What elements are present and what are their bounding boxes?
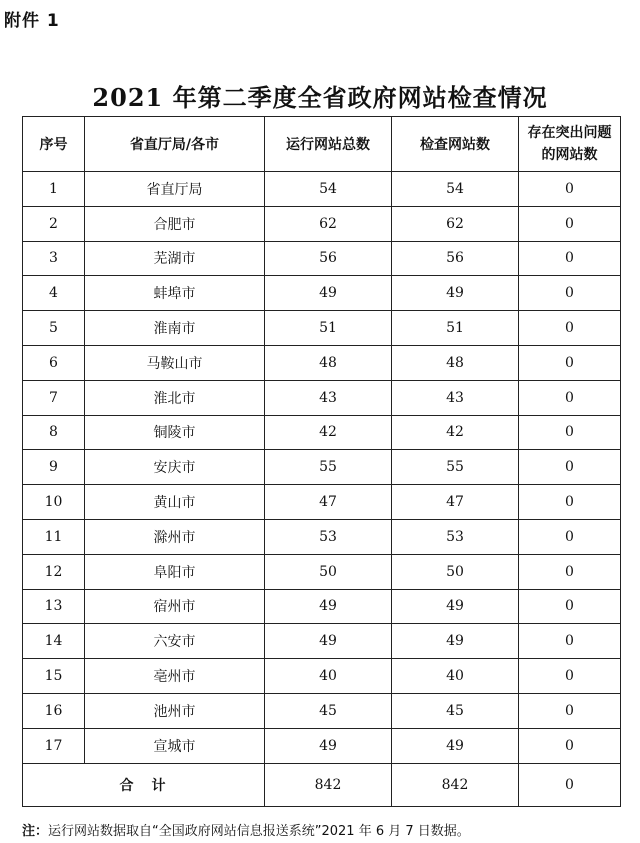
row-problem-sites: 0 bbox=[519, 519, 621, 554]
row-running-sites: 49 bbox=[265, 728, 392, 763]
row-unit: 黄山市 bbox=[85, 485, 265, 520]
row-problem-sites: 0 bbox=[519, 380, 621, 415]
row-problem-sites: 0 bbox=[519, 415, 621, 450]
row-running-sites: 40 bbox=[265, 659, 392, 694]
table-row bbox=[23, 728, 621, 763]
row-checked-sites: 51 bbox=[392, 311, 519, 346]
header-running-sites: 运行网站总数 bbox=[265, 117, 392, 172]
row-problem-sites: 0 bbox=[519, 172, 621, 207]
header-checked-sites: 检查网站数 bbox=[392, 117, 519, 172]
row-unit: 马鞍山市 bbox=[85, 345, 265, 380]
row-running-sites: 45 bbox=[265, 693, 392, 728]
row-checked-sites: 49 bbox=[392, 589, 519, 624]
row-checked-sites: 43 bbox=[392, 380, 519, 415]
row-checked-sites: 48 bbox=[392, 345, 519, 380]
row-running-sites: 53 bbox=[265, 519, 392, 554]
document-title: 2021 年第二季度全省政府网站检查情况 bbox=[92, 83, 548, 112]
row-index: 12 bbox=[23, 554, 85, 589]
row-problem-sites: 0 bbox=[519, 624, 621, 659]
row-index: 3 bbox=[23, 241, 85, 276]
row-running-sites: 42 bbox=[265, 415, 392, 450]
row-checked-sites: 47 bbox=[392, 485, 519, 520]
table-row bbox=[23, 172, 621, 207]
row-running-sites: 55 bbox=[265, 450, 392, 485]
row-problem-sites: 0 bbox=[519, 206, 621, 241]
row-unit: 滁州市 bbox=[85, 519, 265, 554]
row-index: 4 bbox=[23, 276, 85, 311]
row-index: 2 bbox=[23, 206, 85, 241]
row-running-sites: 56 bbox=[265, 241, 392, 276]
row-unit: 淮南市 bbox=[85, 311, 265, 346]
row-index: 5 bbox=[23, 311, 85, 346]
total-row bbox=[23, 763, 621, 806]
row-checked-sites: 40 bbox=[392, 659, 519, 694]
row-index: 10 bbox=[23, 485, 85, 520]
table-row bbox=[23, 241, 621, 276]
row-checked-sites: 49 bbox=[392, 728, 519, 763]
table-header-row bbox=[23, 117, 621, 172]
table-row bbox=[23, 693, 621, 728]
row-running-sites: 51 bbox=[265, 311, 392, 346]
row-checked-sites: 42 bbox=[392, 415, 519, 450]
row-problem-sites: 0 bbox=[519, 589, 621, 624]
row-unit: 合肥市 bbox=[85, 206, 265, 241]
row-index: 9 bbox=[23, 450, 85, 485]
table-row bbox=[23, 345, 621, 380]
row-problem-sites: 0 bbox=[519, 728, 621, 763]
row-checked-sites: 45 bbox=[392, 693, 519, 728]
row-problem-sites: 0 bbox=[519, 693, 621, 728]
table-row bbox=[23, 276, 621, 311]
footnote-prefix: 注： bbox=[22, 824, 49, 839]
table-row bbox=[23, 589, 621, 624]
total-problem-sites: 0 bbox=[519, 763, 621, 806]
row-unit: 安庆市 bbox=[85, 450, 265, 485]
table-row bbox=[23, 659, 621, 694]
row-checked-sites: 56 bbox=[392, 241, 519, 276]
header-problem-sites bbox=[519, 117, 621, 172]
row-index: 8 bbox=[23, 415, 85, 450]
table-row bbox=[23, 519, 621, 554]
table-row bbox=[23, 624, 621, 659]
row-index: 16 bbox=[23, 693, 85, 728]
row-problem-sites: 0 bbox=[519, 311, 621, 346]
footnote-text: 运行网站数据取自“全国政府网站信息报送系统”2021 年 6 月 7 日数据。 bbox=[48, 824, 470, 839]
row-unit: 宿州市 bbox=[85, 589, 265, 624]
row-index: 1 bbox=[23, 172, 85, 207]
row-problem-sites: 0 bbox=[519, 345, 621, 380]
header-unit: 省直厅局/各市 bbox=[85, 117, 265, 172]
row-running-sites: 49 bbox=[265, 589, 392, 624]
row-unit: 阜阳市 bbox=[85, 554, 265, 589]
total-checked-sites: 842 bbox=[392, 763, 519, 806]
row-checked-sites: 49 bbox=[392, 276, 519, 311]
row-running-sites: 47 bbox=[265, 485, 392, 520]
row-index: 7 bbox=[23, 380, 85, 415]
row-checked-sites: 49 bbox=[392, 624, 519, 659]
row-index: 15 bbox=[23, 659, 85, 694]
table-row bbox=[23, 485, 621, 520]
row-index: 11 bbox=[23, 519, 85, 554]
row-problem-sites: 0 bbox=[519, 554, 621, 589]
row-running-sites: 49 bbox=[265, 624, 392, 659]
row-unit: 淮北市 bbox=[85, 380, 265, 415]
row-checked-sites: 62 bbox=[392, 206, 519, 241]
row-unit: 宣城市 bbox=[85, 728, 265, 763]
total-label: 合 计 bbox=[23, 763, 265, 806]
row-checked-sites: 50 bbox=[392, 554, 519, 589]
table-row bbox=[23, 380, 621, 415]
row-unit: 池州市 bbox=[85, 693, 265, 728]
row-problem-sites: 0 bbox=[519, 450, 621, 485]
row-index: 14 bbox=[23, 624, 85, 659]
total-running-sites: 842 bbox=[265, 763, 392, 806]
row-checked-sites: 53 bbox=[392, 519, 519, 554]
row-problem-sites: 0 bbox=[519, 276, 621, 311]
row-running-sites: 54 bbox=[265, 172, 392, 207]
row-unit: 芜湖市 bbox=[85, 241, 265, 276]
row-running-sites: 62 bbox=[265, 206, 392, 241]
row-index: 6 bbox=[23, 345, 85, 380]
header-index: 序号 bbox=[23, 117, 85, 172]
table-row bbox=[23, 206, 621, 241]
row-unit: 铜陵市 bbox=[85, 415, 265, 450]
table-row bbox=[23, 554, 621, 589]
attachment-label: 附件 1 bbox=[4, 11, 60, 31]
row-checked-sites: 54 bbox=[392, 172, 519, 207]
row-unit: 蚌埠市 bbox=[85, 276, 265, 311]
row-running-sites: 48 bbox=[265, 345, 392, 380]
header-problem-sites-text: 存在突出问题的网站数 bbox=[527, 125, 612, 163]
row-running-sites: 50 bbox=[265, 554, 392, 589]
row-unit: 亳州市 bbox=[85, 659, 265, 694]
table-row bbox=[23, 415, 621, 450]
row-problem-sites: 0 bbox=[519, 485, 621, 520]
inspection-table bbox=[22, 116, 621, 807]
row-problem-sites: 0 bbox=[519, 241, 621, 276]
row-running-sites: 49 bbox=[265, 276, 392, 311]
footnote bbox=[22, 820, 470, 839]
row-running-sites: 43 bbox=[265, 380, 392, 415]
row-index: 17 bbox=[23, 728, 85, 763]
row-checked-sites: 55 bbox=[392, 450, 519, 485]
table-row bbox=[23, 311, 621, 346]
row-unit: 六安市 bbox=[85, 624, 265, 659]
table-row bbox=[23, 450, 621, 485]
row-problem-sites: 0 bbox=[519, 659, 621, 694]
row-index: 13 bbox=[23, 589, 85, 624]
row-unit: 省直厅局 bbox=[85, 172, 265, 207]
